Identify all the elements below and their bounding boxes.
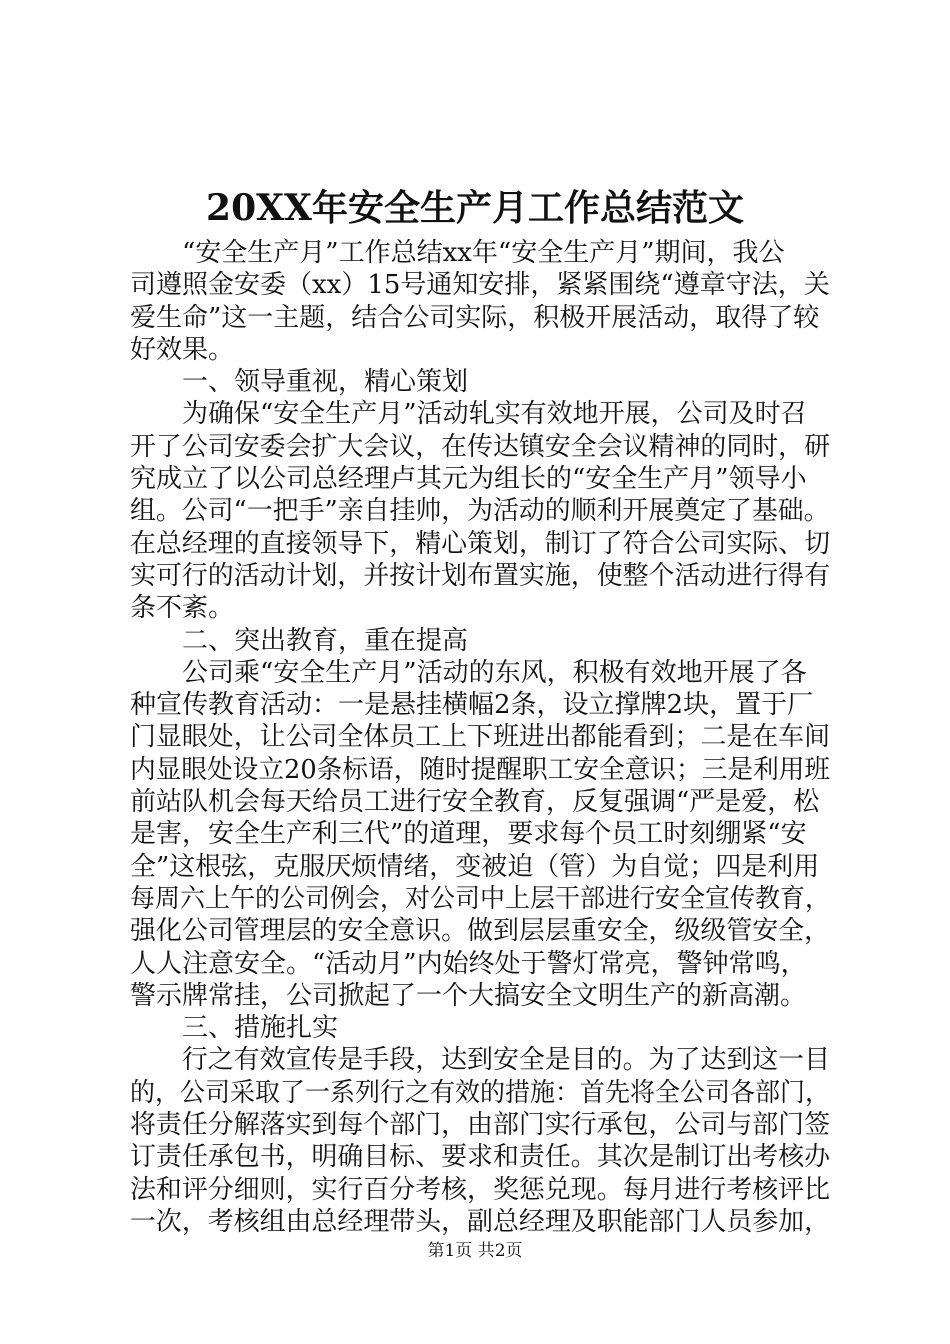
body-line: 内显眼处设立20条标语，随时提醒职工安全意识；三是利用班 <box>130 754 831 785</box>
body-line: 订责任承包书，明确目标、要求和责任。其次是制订出考核办 <box>130 1142 831 1173</box>
body-line: 的，公司采取了一系列行之有效的措施：首先将全公司各部门， <box>130 1077 830 1108</box>
body-line: 法和评分细则，实行百分考核，奖惩兑现。每月进行考核评比 <box>130 1174 831 1205</box>
body-line: 条不紊。 <box>130 593 235 624</box>
body-line: 司遵照金安委（xx）15号通知安排，紧紧围绕“遵章守法，关 <box>130 270 830 301</box>
body-line: 门显眼处，让公司全体员工上下班进出都能看到；二是在车间 <box>130 722 831 753</box>
body-line: 开了公司安委会扩大会议，在传达镇安全会议精神的同时，研 <box>130 431 831 462</box>
section-heading: 二、突出教育，重在提高 <box>130 625 469 656</box>
body-line: 一次，考核组由总经理带头，副总经理及职能部门人员参加， <box>130 1206 831 1237</box>
body-line: 强化公司管理层的安全意识。做到层层重安全，级级管安全， <box>130 916 831 947</box>
document-body <box>130 237 830 1238</box>
body-line: 前站队机会每天给员工进行安全教育，反复强调“严是爱，松 <box>130 787 820 818</box>
body-line: 警示牌常挂，公司掀起了一个大搞安全文明生产的新高潮。 <box>130 980 807 1011</box>
body-line: 人人注意安全。“活动月”内始终处于警灯常亮，警钟常鸣， <box>130 948 807 979</box>
body-line: 实可行的活动计划，并按计划布置实施，使整个活动进行得有 <box>130 560 831 591</box>
section-heading: 三、措施扎实 <box>130 1013 339 1044</box>
body-line: “安全生产月”工作总结xx年“安全生产月”期间，我公 <box>130 238 785 268</box>
body-line: 将责任分解落实到每个部门，由部门实行承包，公司与部门签 <box>130 1110 831 1141</box>
body-line: 组。公司“一把手”亲自挂帅，为活动的顺利开展奠定了基础。 <box>130 496 830 527</box>
body-line: 是害，安全生产利三代”的道理，要求每个员工时刻绷紧“安 <box>130 819 807 850</box>
body-line: 公司乘“安全生产月”活动的东风，积极有效地开展了各 <box>130 657 807 688</box>
body-line: 每周六上午的公司例会，对公司中上层干部进行安全宣传教育， <box>130 883 830 914</box>
body-line: 好效果。 <box>130 334 235 365</box>
body-line: 究成立了以公司总经理卢其元为组长的“安全生产月”领导小 <box>130 464 807 495</box>
body-line: 在总经理的直接领导下，精心策划，制订了符合公司实际、切 <box>130 528 831 559</box>
section-heading: 一、领导重视，精心策划 <box>130 367 469 398</box>
body-line: 行之有效宣传是手段，达到安全是目的。为了达到这一目 <box>130 1045 831 1076</box>
body-line: 为确保“安全生产月”活动轧实有效地开展，公司及时召 <box>130 399 807 430</box>
document-title: 20XX年安全生产月工作总结范文 <box>206 187 744 229</box>
body-line: 种宣传教育活动：一是悬挂横幅2条，设立撑牌2块，置于厂 <box>130 690 814 721</box>
page-footer: 第1页 共2页 <box>427 1241 523 1261</box>
body-line: 全”这根弦，克服厌烦情绪，变被迫（管）为自觉；四是利用 <box>130 851 820 882</box>
body-line: 爱生命”这一主题，结合公司实际，积极开展活动，取得了较 <box>130 302 820 333</box>
